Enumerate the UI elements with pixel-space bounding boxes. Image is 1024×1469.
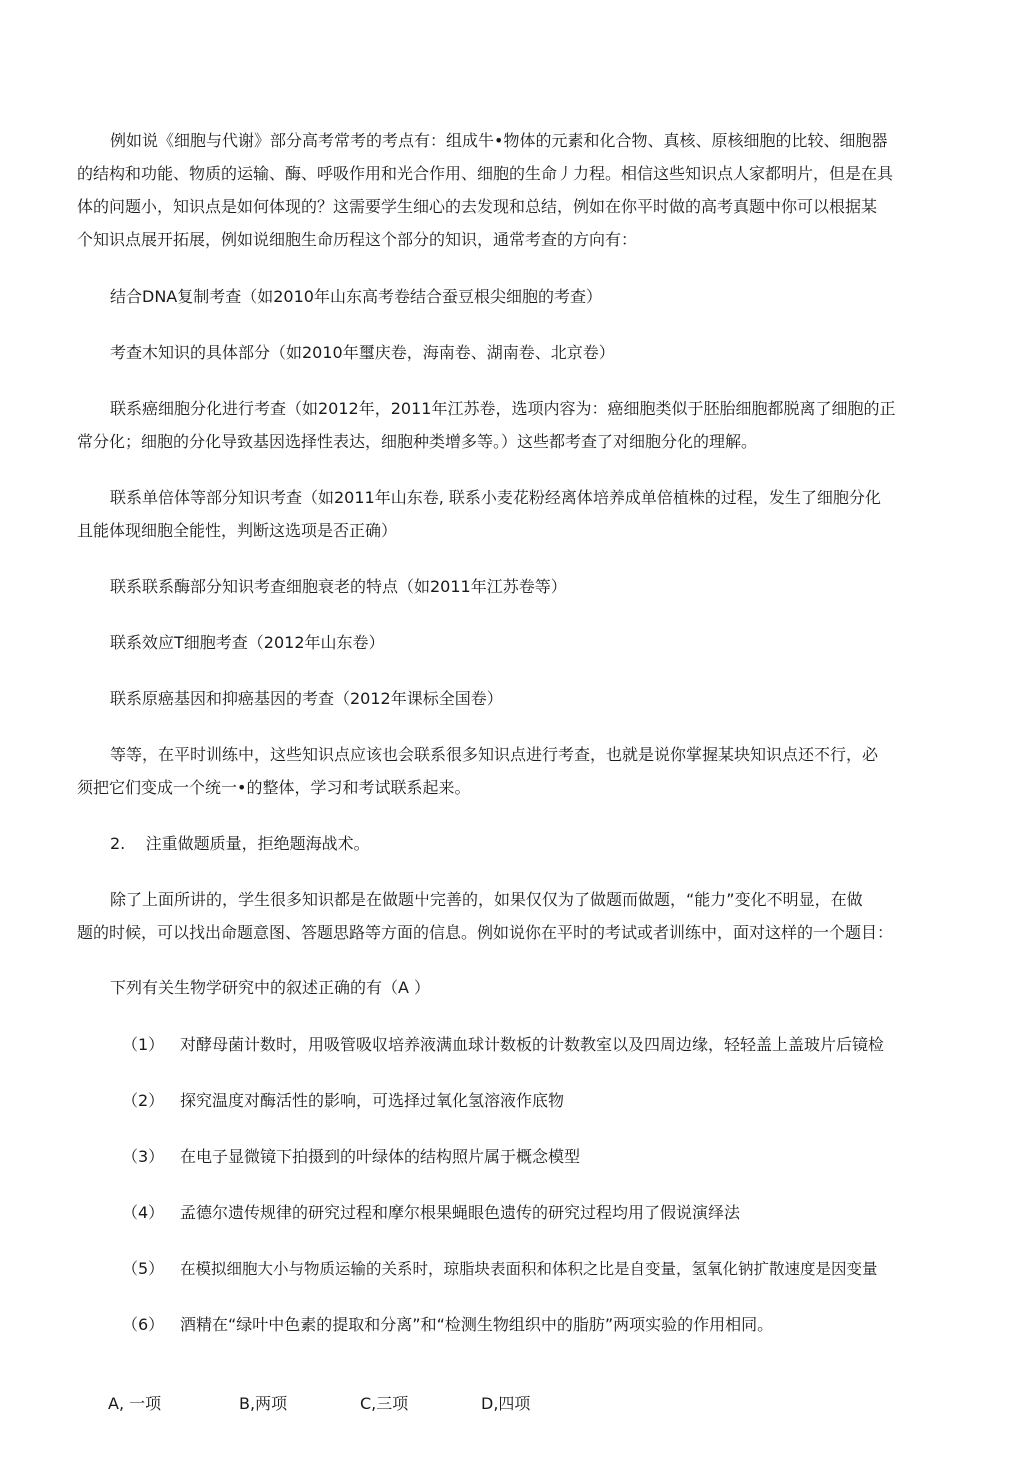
text-line: 除了上面所讲的，学生很多知识都是在做题屮完善的，如果仅仅为了做题而做题，“能力”变化不明显，在做 xyxy=(110,890,863,909)
text-line: 联系联系酶部分知识考查细胞衰老的特点（如2011年江苏卷等） xyxy=(110,577,567,596)
text-line: 结合DNA复制考查（如2010年山东高考卷结合蚕豆根尖细胞的考查） xyxy=(110,287,602,306)
choice-d: D,四项 xyxy=(481,1394,531,1413)
text-line: 联系原癌基因和抑癌基因的考查（2012年课标全国卷） xyxy=(110,689,503,708)
text-line: 常分化；细胞的分化导致基因选择性表达，细胞种类增多等。）这些都考查了对细胞分化的理解。 xyxy=(77,432,758,451)
text-line: 联系单倍体等部分知识考查（如2011年山东卷, 联系小麦花粉经离体培养成单倍植株的过程，发生了细胞分化 xyxy=(110,488,881,507)
text-line: 的结构和功能、物质的运输、酶、呼吸作用和光合作用、细胞的生命丿力程。相信这些知识点人家都明片，但是在具 xyxy=(77,164,894,183)
option-text: 对酵母菌计数时，用吸管吸収培养液满血球计数板的计数教室以及四周边缘，轻轻盖上盖玻片后镜检 xyxy=(180,1035,885,1054)
option-number: （5） xyxy=(122,1259,165,1278)
text-line: 等等，在平时训练中，这些知识点应该也会联系很多知识点进行考查，也就是说你掌握某块知识点还不行，必 xyxy=(110,745,879,764)
choice-c: C,三项 xyxy=(360,1394,409,1413)
option-number: （4） xyxy=(122,1203,165,1222)
text-line: 且能体现细胞全能性，判断这选项是否正确） xyxy=(77,521,398,540)
text-line: 联系癌细胞分化进行考查（如2012年，2011年江苏卷，选项内容为：癌细胞类似于胚胎细胞都脱离了细胞的正 xyxy=(110,399,896,418)
text-line: 须把它们变成一个统一•的整体，学习和考试联系起来。 xyxy=(77,778,471,797)
option-text: 在模拟细胞大小与物质运输的关系时，琼脂块表面积和体积之比是自变量，氢氧化钠扩散速度是因变量 xyxy=(180,1260,878,1278)
option-text: 在电子显微镜下拍摄到的叶绿体的结构照片属于概念模型 xyxy=(180,1147,581,1166)
text-line: 个知识点展开拓展，例如说细胞生命历程这个部分的知识，通常考查的方向有： xyxy=(77,230,638,249)
option-number: （2） xyxy=(122,1091,165,1110)
option-number: （6） xyxy=(122,1315,165,1334)
option-number: （3） xyxy=(122,1147,165,1166)
text-line: 题的时候，可以找出命题意图、答题思路等方面的信息。例如说你在平时的考试或者训练中，面对这样的一个题目： xyxy=(77,923,894,942)
text-line: 例如说《细胞与代谢》部分高考常考的考点有：组成牛•物体的元素和化合物、真核、原核细胞的比较、细胞器 xyxy=(110,131,888,150)
option-text: 酒精在“绿叶中色素的提取和分离”和“检测生物组织中的脂肪”两项实验的作用相同。 xyxy=(180,1315,774,1334)
option-text: 孟德尔遗传规律的研究过程和摩尔根果蝇眼色遗传的研究过程均用了假说演绎法 xyxy=(180,1203,741,1222)
text-line: 考查木知识的具体部分（如2010年璽庆卷，海南卷、湖南卷、北京卷） xyxy=(110,343,615,362)
question-text: 下列有关生物学研究中的叙述正确的有（A ） xyxy=(110,978,431,997)
text-line: 联系效应T细胞考查（2012年山东卷） xyxy=(110,633,385,652)
choice-a: A, 一项 xyxy=(108,1394,162,1413)
text-line: 体的问题小，知识点是如何体现的？这需要学生细心的去发现和总结，例如在你平时做的高考真题中你可以根据某 xyxy=(77,197,878,216)
option-text: 探究温度对酶活性的影响，可选择过氧化氢溶液作底物 xyxy=(180,1091,565,1110)
choice-b: B,两项 xyxy=(239,1394,288,1413)
heading-text: 2. 注重做题质量，拒绝题海战术。 xyxy=(110,834,370,853)
option-number: （1） xyxy=(122,1035,165,1054)
